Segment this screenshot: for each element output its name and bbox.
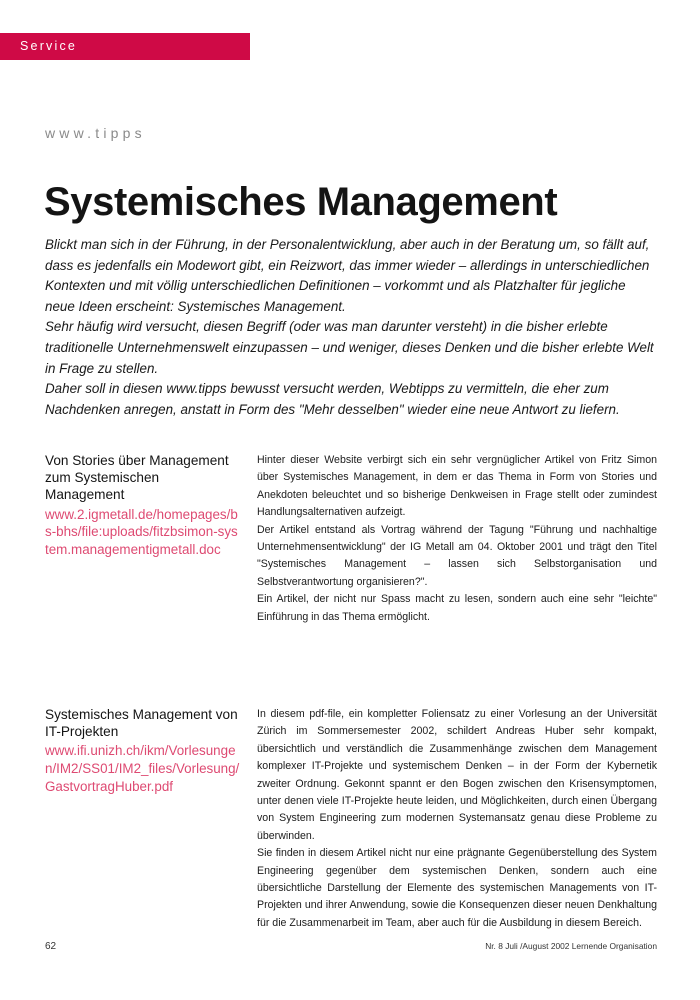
- intro-paragraph-2: Sehr häufig wird versucht, diesen Begriff (oder was man darunter versteht) in die bisher erlebte traditionelle Unternehmenswelt einzupassen – und weniger, dieses Denken und die bisher erlebte Welt in Frage zu stellen.: [45, 319, 654, 376]
- intro-block: [45, 235, 657, 420]
- entry-body-paragraph: Ein Artikel, der nicht nur Spass macht zu lesen, sondern auch eine sehr "leichte" Einführung in das Thema ermöglicht.: [257, 593, 657, 623]
- entry-body-paragraph: In diesem pdf-file, ein kompletter Foliensatz zu einer Vorlesung an der Universität Zürich im Sommersemester 2002, schildert Andreas Huber sehr kompakt, übersichtlich und verständlich die Zusammenhänge zwischen dem Management komplexer IT-Projekte und systemischem Denken – in der Form der Kybernetik zweiter Ordnung. Gekonnt spannt er den Bogen zwischen den Krisensymptomen, unter denen viele IT-Projekte heute leiden, und Möglichkeiten, durch einen Übergang von System Engineering zum modernen Systemansatz genau diese Probleme zu überwinden.: [257, 708, 657, 842]
- entry-body-paragraph: Sie finden in diesem Artikel nicht nur eine prägnante Gegenüberstellung des System Engineering gegenüber dem systemischen Denken, sondern auch eine übersichtliche Darstellung der Elemente des systemischen Managements von IT-Projekten und ihrer Anwendung, sowie die Konsequenzen dieser neuen Denkhaltung für die Zusammenarbeit im Team, aber auch für die Ausbildung in diesem Bereich.: [257, 847, 657, 929]
- service-banner-label: Service: [20, 39, 78, 53]
- page-title: Systemisches Management: [44, 179, 558, 224]
- service-banner: [0, 33, 250, 60]
- page-footer: [0, 941, 700, 957]
- entry-heading: Von Stories über Management zum Systemischen Management: [45, 453, 229, 503]
- section-kicker: www.tipps: [45, 125, 146, 141]
- entry-body-paragraph: Hinter dieser Website verbirgt sich ein sehr vergnüglicher Artikel von Fritz Simon über Systemisches Management, in dem er das Thema in Form von Stories und Anekdoten beleuchtet und so bisherige Denkweisen in Frage stellt oder zumindest Handlungsalternativen aufzeigt.: [257, 454, 657, 519]
- entry-body-paragraph: Der Artikel entstand als Vortrag während der Tagung "Führung und nachhaltige Unternehmensentwicklung" der IG Metall am 04. Oktober 2001 und trägt den Titel "Systemisches Management – lassen sich Selbstorganisation und Selbstverantwortung organisieren?".: [257, 523, 657, 588]
- entry-right-column: [257, 452, 657, 626]
- entry-url-link[interactable]: www.2.igmetall.de/homepages/bs-bhs/file:uploads/fitzbsimon-system.managementigmetall.doc: [45, 506, 238, 557]
- footer-issue-info: Nr. 8 Juli /August 2002 Lernende Organisation: [485, 941, 657, 951]
- entry-right-column: [257, 706, 657, 932]
- intro-paragraph-1: Blickt man sich in der Führung, in der Personalentwicklung, aber auch in der Beratung um, so fällt auf, dass es jedenfalls ein Modewort gibt, ein Reizwort, das immer wieder – allerdings in unterschiedlichen Kontexten und mit völlig unterschiedlichen Definitionen – vorkommt und als Platzhalter für jegliche neue Ideen erscheint: Systemisches Management.: [45, 237, 650, 314]
- intro-paragraph-3: Daher soll in diesen www.tipps bewusst versucht werden, Webtipps zu vermitteln, die eher zum Nachdenken anregen, anstatt in Form des "Mehr desselben" wieder eine neue Antwort zu liefern.: [45, 381, 620, 417]
- footer-page-number: 62: [45, 941, 57, 952]
- entry-left-column: [45, 452, 241, 558]
- entry-url-link[interactable]: www.ifi.unizh.ch/ikm/Vorlesungen/IM2/SS01/IM2_files/Vorlesung/GastvortragHuber.pdf: [45, 743, 240, 794]
- entry-left-column: [45, 706, 241, 795]
- entry-heading: Systemisches Management von IT-Projekten: [45, 707, 238, 740]
